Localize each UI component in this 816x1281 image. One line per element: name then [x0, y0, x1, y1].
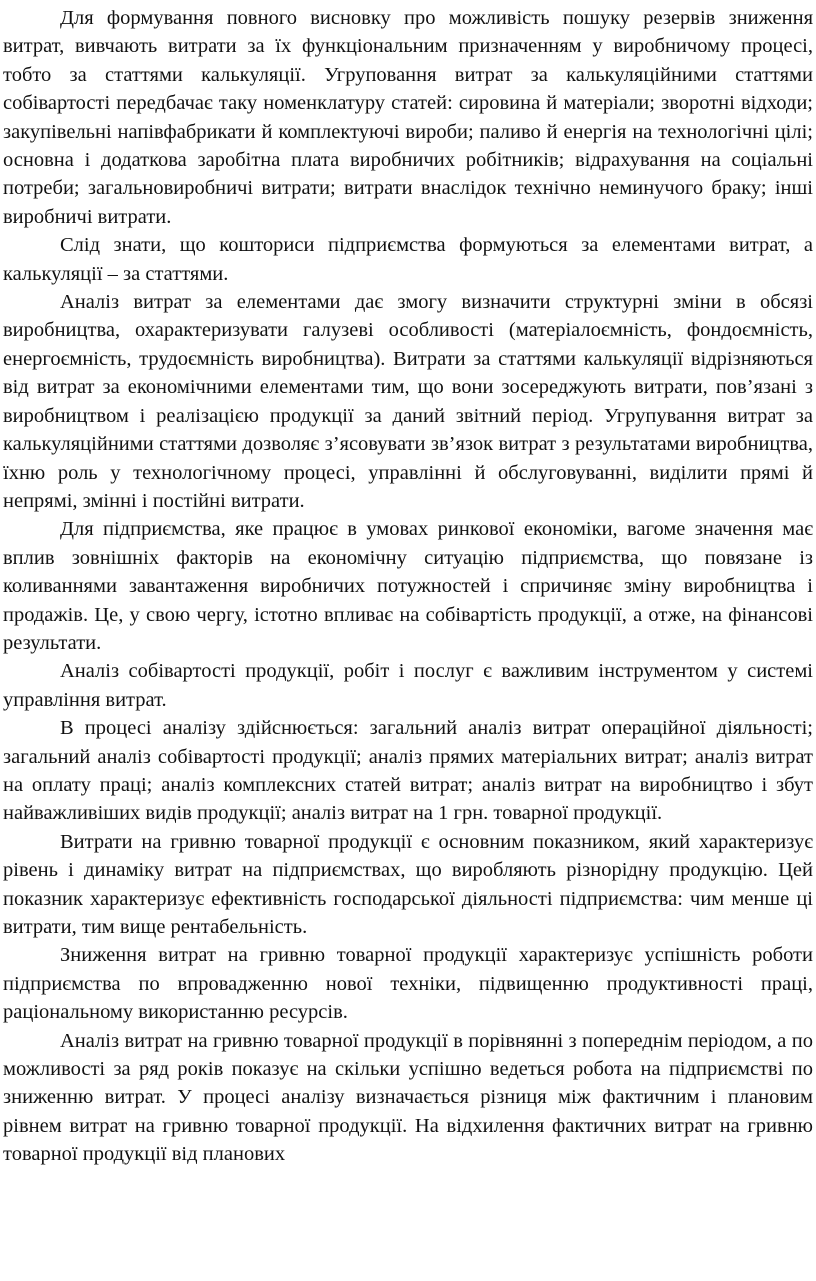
paragraph-market-economy-factors: Для підприємства, яке працює в умовах ринкової економіки, вагоме значення має вплив зовнішніх факторів на економічну ситуацію підприємства, що повязане із коливаннями завантаження виробничих потужностей і спричиняє зміну виробництва і продажів. Це, у свою чергу, істотно впливає на собівартість продукції, а отже, на фінансові результати. [3, 518, 813, 654]
paragraph-estimates-and-calculations: Слід знати, що кошториси підприємства формуються за елементами витрат, а калькуляції – за статтями. [3, 234, 813, 285]
paragraph-cost-analysis-by-calculation-items: Для формування повного висновку про можливість пошуку резервів зниження витрат, вивчають витрати за їх функціональним призначенням у виробничому процесі, тобто за статтями калькуляції. Угруповання витрат за калькуляційними статтями собівартості передбачає таку номенклатуру статей: сировина й матеріали; зворотні відходи; закупівельні напівфабрикати й комплектуючі вироби; паливо й енергія на технологічні цілі; основна і додаткова заробітна плата виробничих робітників; відрахування на соціальні потреби; загальновиробничі витрати; витрати внаслідок технічно неминучого браку; інші виробничі витрати. [3, 7, 813, 228]
paragraph-comparison-with-previous-period: Аналіз витрат на гривню товарної продукції в порівнянні з попереднім періодом, а по можливості за ряд років показує на скільки успішно ведеться робота на підприємстві по зниженню витрат. У процесі аналізу визначається різниця між фактичним і плановим рівнем витрат на гривню товарної продукції. На відхилення фактичних витрат на гривню товарної продукції від планових [3, 1029, 813, 1166]
paragraph-analysis-process: В процесі аналізу здійснюється: загальний аналіз витрат операційної діяльності; загальний аналіз собівартості продукції; аналіз прямих матеріальних витрат; аналіз витрат на оплату праці; аналіз комплексних статей витрат; аналіз витрат на виробництво і збут найважливіших видів продукції; аналіз витрат на 1 грн. товарної продукції. [3, 717, 813, 825]
paragraph-costs-per-hryvnia: Витрати на гривню товарної продукції є основним показником, який характеризує рівень і динаміку витрат на підприємствах, що виробляють різнорідну продукцію. Цей показник характеризує ефективність господарської діяльності підприємства: чим менше ці витрати, тим вище рентабельність. [3, 830, 813, 938]
paragraph-analysis-by-elements: Аналіз витрат за елементами дає змогу визначити структурні зміни в обсязі виробництва, охарактеризувати галузеві особливості (матеріалоємність, фондоємність, енергоємність, трудоємність виробництва). Витрати за статтями калькуляції відрізняються від витрат за економічними елементами тим, що вони зосереджують витрати, пов’язані з виробництвом і реалізацією продукції за даний звітний період. Угрупування витрат за калькуляційними статтями дозволяє з’ясовувати зв’язок витрат з результатами виробництва, їхню роль у технологічному процесі, управлінні й обслуговуванні, виділити прямі й непрямі, змінні і постійні витрати. [3, 291, 813, 512]
paragraph-cost-reduction: Зниження витрат на гривню товарної продукції характеризує успішність роботи підприємства по впровадженню нової техніки, підвищенню продуктивності праці, раціональному використанню ресурсів. [3, 944, 813, 1024]
paragraph-cost-analysis-importance: Аналіз собівартості продукції, робіт і послуг є важливим інструментом у системі управління витрат. [3, 660, 813, 711]
